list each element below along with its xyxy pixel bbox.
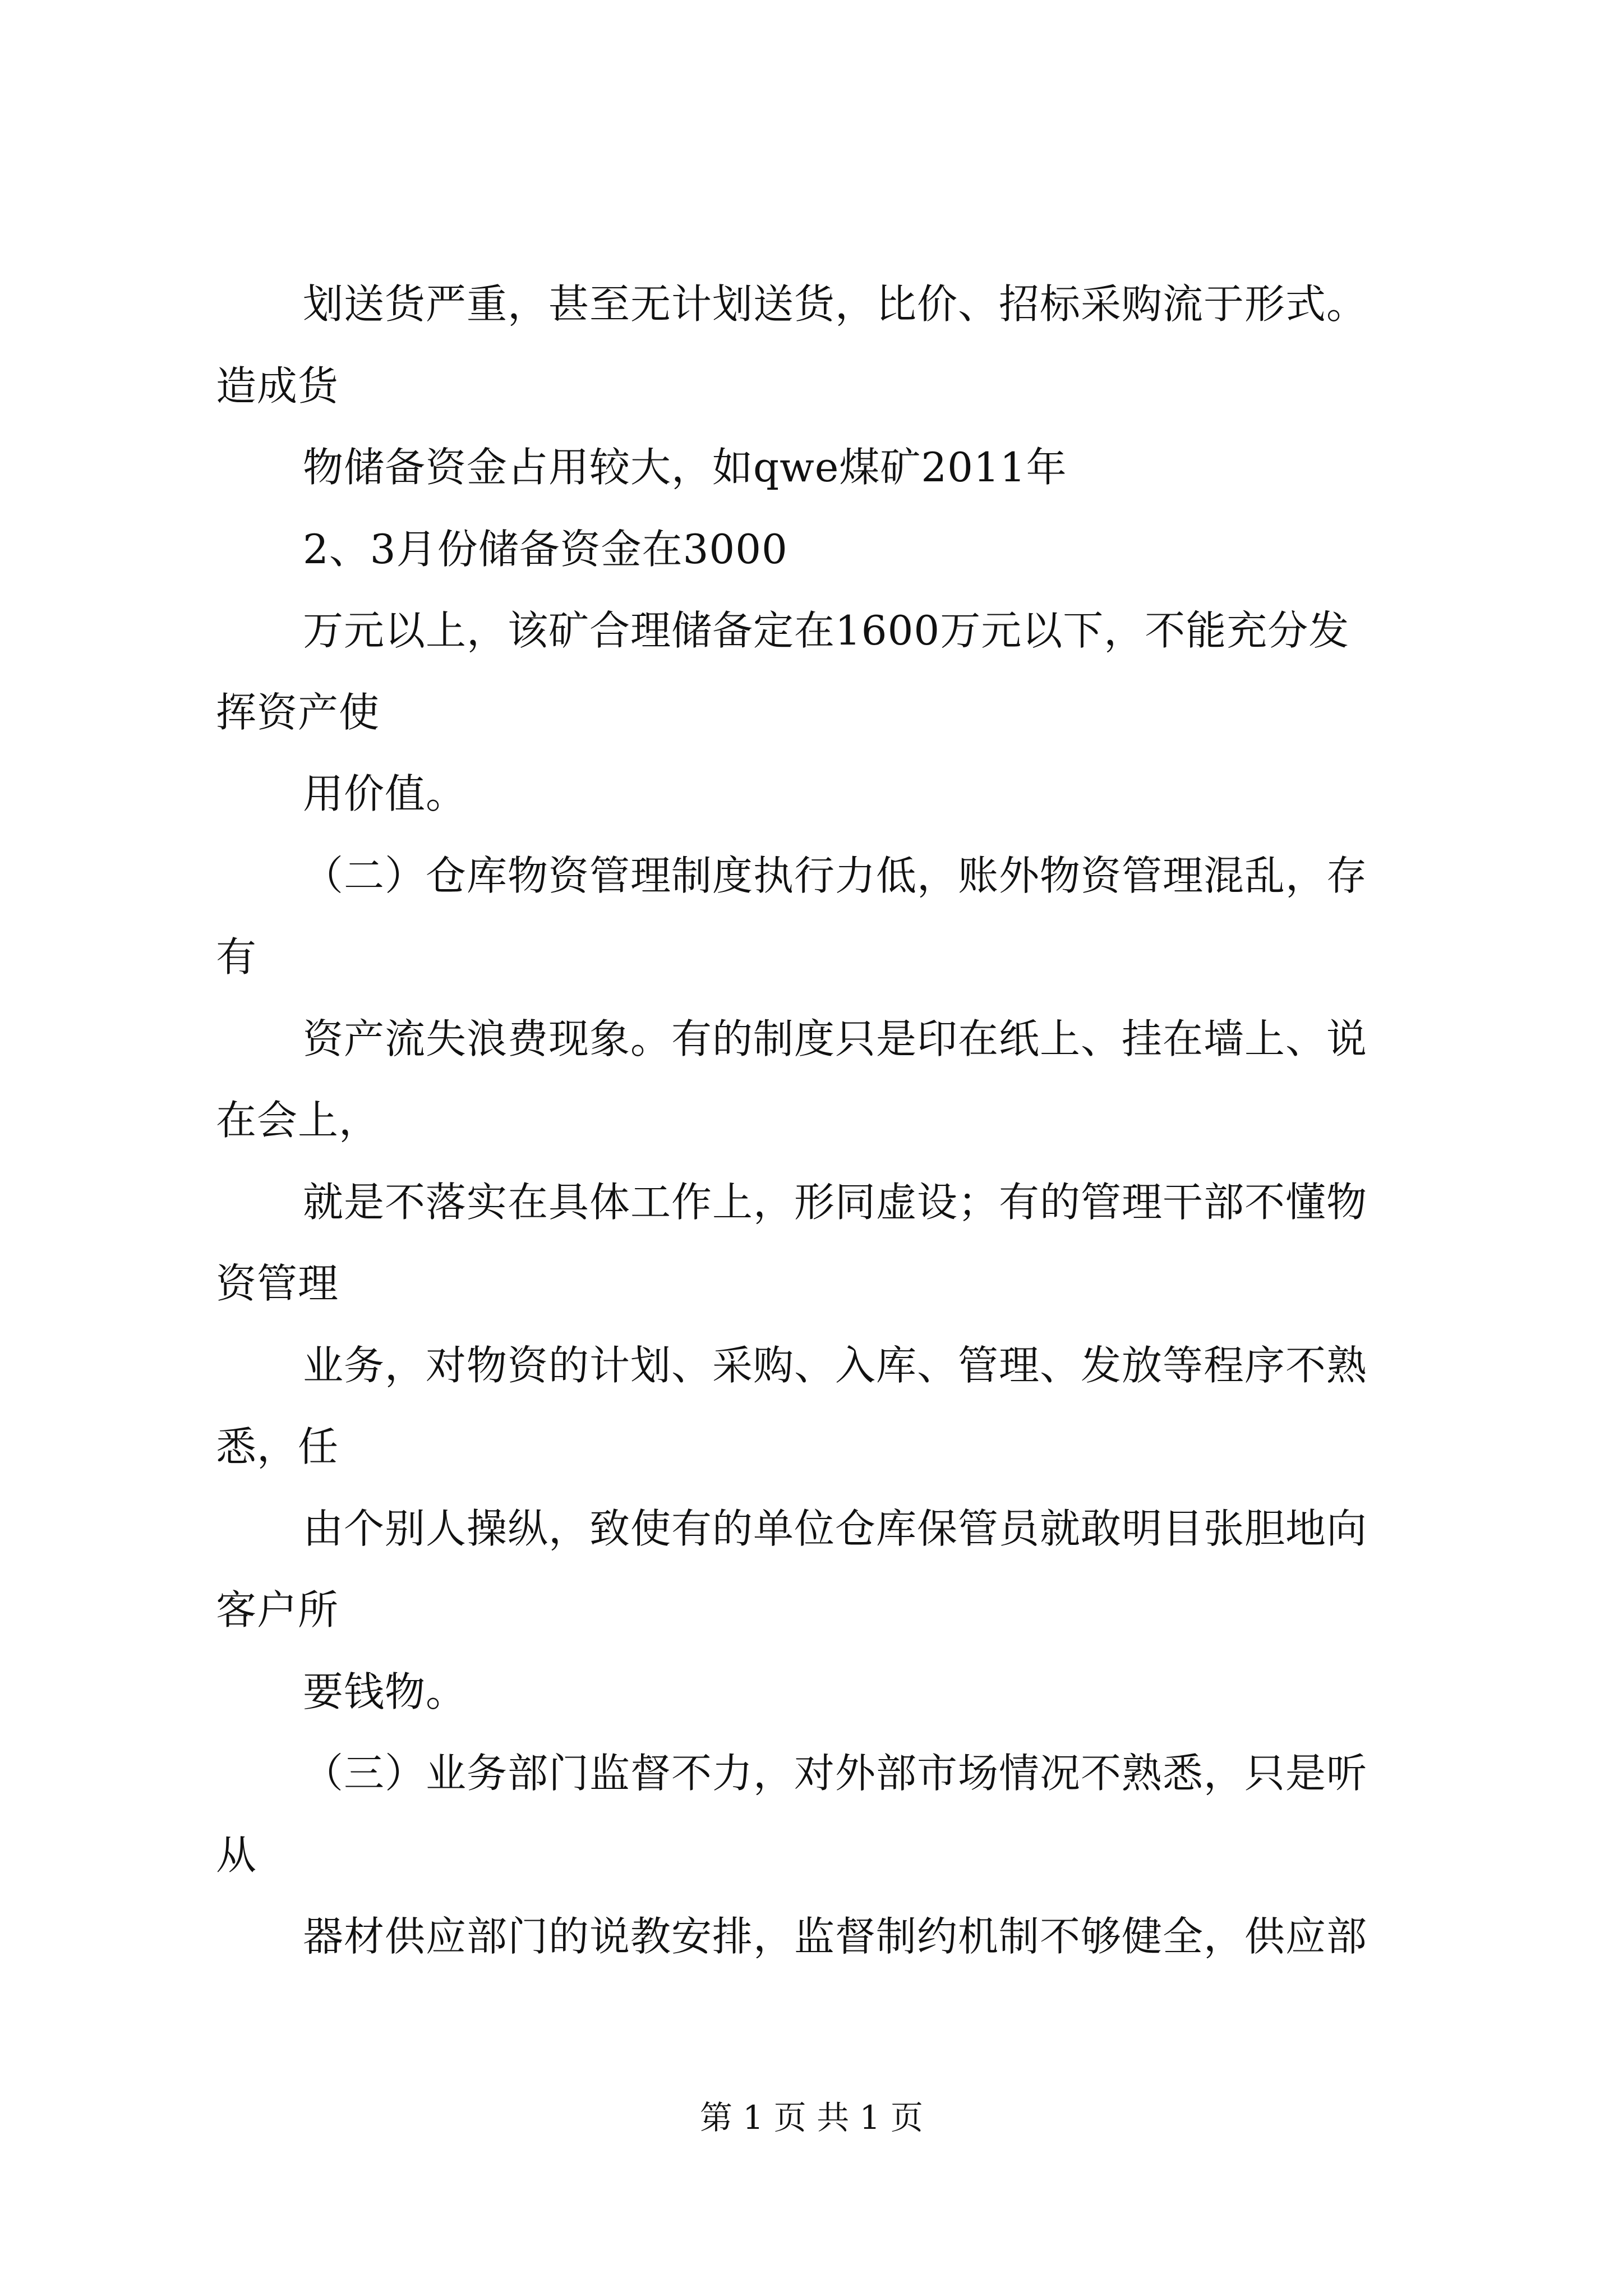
text-line: 有 bbox=[216, 933, 257, 981]
text-line: 从 bbox=[216, 1831, 257, 1879]
text-line: 业务，对物资的计划、采购、入库、管理、发放等程序不熟 bbox=[303, 1341, 1368, 1389]
text-line: 造成货 bbox=[216, 362, 339, 409]
text-line: 资产流失浪费现象。有的制度只是印在纸上、挂在墙上、说 bbox=[303, 1015, 1368, 1062]
text-line: 物储备资金占用较大，如qwe煤矿2011年 bbox=[303, 444, 1067, 491]
text-line: 万元以上，该矿合理储备定在1600万元以下，不能充分发 bbox=[303, 607, 1350, 654]
text-line: 划送货严重，甚至无计划送货，比价、招标采购流于形式。 bbox=[303, 280, 1368, 328]
text-line: 用价值。 bbox=[303, 770, 467, 817]
text-line: 就是不落实在具体工作上，形同虚设；有的管理干部不懂物 bbox=[303, 1178, 1368, 1226]
page-footer: 第 1 页 共 1 页 bbox=[700, 2099, 923, 2137]
text-line: 挥资产使 bbox=[216, 688, 380, 736]
text-line: 资管理 bbox=[216, 1260, 339, 1307]
text-line: 要钱物。 bbox=[303, 1668, 467, 1715]
text-line: 2、3月份储备资金在3000 bbox=[303, 525, 788, 573]
document-body bbox=[216, 264, 1427, 1978]
text-line: 在会上， bbox=[216, 1097, 380, 1144]
text-line: 器材供应部门的说教安排，监督制约机制不够健全，供应部 bbox=[303, 1913, 1368, 1960]
text-line: （三）业务部门监督不力，对外部市场情况不熟悉，只是听 bbox=[303, 1750, 1368, 1797]
text-line: 悉，任 bbox=[216, 1423, 339, 1470]
text-line: （二）仓库物资管理制度执行力低，账外物资管理混乱，存 bbox=[303, 852, 1368, 899]
text-line: 由个别人操纵，致使有的单位仓库保管员就敢明目张胆地向 bbox=[303, 1504, 1368, 1552]
text-line: 客户所 bbox=[216, 1586, 339, 1634]
